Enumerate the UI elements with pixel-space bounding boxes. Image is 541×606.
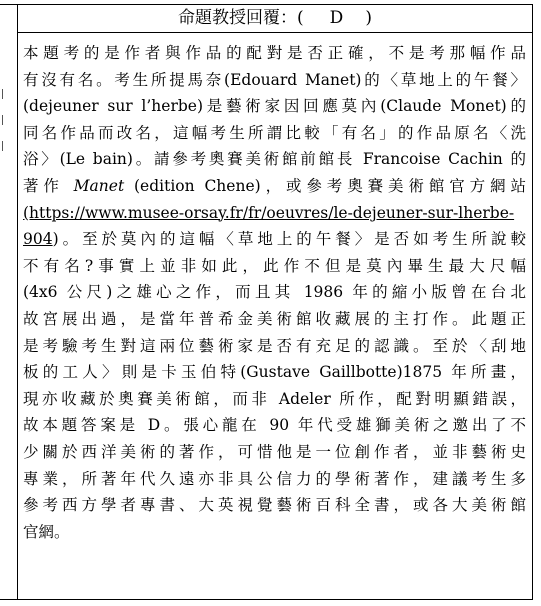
body-line: 有沒有名。考生所提馬奈(Edouard Manet)的〈草地上的午餐〉 bbox=[23, 70, 526, 89]
body-line: (4x6 公尺)之雄心之作，而且其 1986 年的縮小版曾在台北 bbox=[23, 283, 526, 302]
left-stub-mark bbox=[2, 89, 3, 99]
body-line bbox=[23, 226, 526, 253]
header-prefix: 命題教授回覆：( bbox=[178, 8, 304, 28]
body-line: 官網。 bbox=[23, 522, 70, 541]
body-line: (dejeuner sur l’herbe)是藝術家因回應莫內(Claude Monet)的 bbox=[23, 97, 526, 116]
left-stub-mark bbox=[2, 141, 3, 151]
reply-header bbox=[18, 5, 532, 33]
body-line: 浴〉(Le bain)。請參考奧賽美術館前館長 Francoise Cachin 的 bbox=[23, 150, 526, 169]
body-line: 同名作品而改名，這幅考生所謂比較「有名」的作品原名〈洗 bbox=[23, 123, 526, 142]
body-line bbox=[23, 200, 526, 227]
header-suffix: ) bbox=[365, 8, 372, 28]
body-line: 板的工人〉則是卡玉伯特(Gustave Gaillbotte)1875 年所畫， bbox=[23, 363, 526, 382]
body-line: 少關於西洋美術的著作，可惜他是一位創作者，並非藝術史 bbox=[23, 442, 526, 461]
reply-table bbox=[17, 4, 533, 600]
reply-body bbox=[18, 33, 532, 599]
left-stub-mark bbox=[2, 115, 3, 125]
body-line: 專業，所著年代久遠亦非具公信力的學術著作，建議考生多 bbox=[23, 469, 526, 488]
line-text: (edition Chene)，或參考奧賽美術館官方網站 bbox=[124, 176, 526, 195]
body-line: 本題考的是作者與作品的配對是否正確，不是考那幅作品 bbox=[23, 44, 526, 62]
line-text: 著作 bbox=[23, 176, 74, 195]
book-title: Manet bbox=[73, 176, 125, 195]
body-line: 故本題答案是 D。張心龍在 90 年代受雄獅美術之邀出了不 bbox=[23, 416, 526, 435]
museum-url-link[interactable]: (https://www.musee-orsay.fr/fr/oeuvres/le-dejeuner-sur-lherbe- bbox=[23, 203, 515, 222]
line-text: )。至於莫內的這幅〈草地上的午餐〉是否如考生所說較 bbox=[52, 230, 526, 249]
body-line: 故宮展出過，是當年普希金美術館收藏展的主打作。此題正 bbox=[23, 309, 526, 328]
header-answer: D bbox=[329, 8, 344, 28]
body-line: 不有名?事實上並非如此，此作不但是莫內畢生最大尺幅 bbox=[23, 256, 526, 275]
museum-url-link-end[interactable]: 904 bbox=[23, 230, 53, 249]
body-line: 現亦收藏於奧賽美術館，而非 Adeler 所作，配對明顯錯誤， bbox=[23, 389, 526, 408]
left-column-stub bbox=[0, 4, 17, 600]
body-line: 參考西方學者專書、大英視覺藝術百科全書，或各大美術館 bbox=[23, 496, 526, 515]
body-line: 是考驗考生對這兩位藝術家是否有充足的認識。至於〈刮地 bbox=[23, 336, 526, 355]
body-line bbox=[23, 173, 526, 200]
